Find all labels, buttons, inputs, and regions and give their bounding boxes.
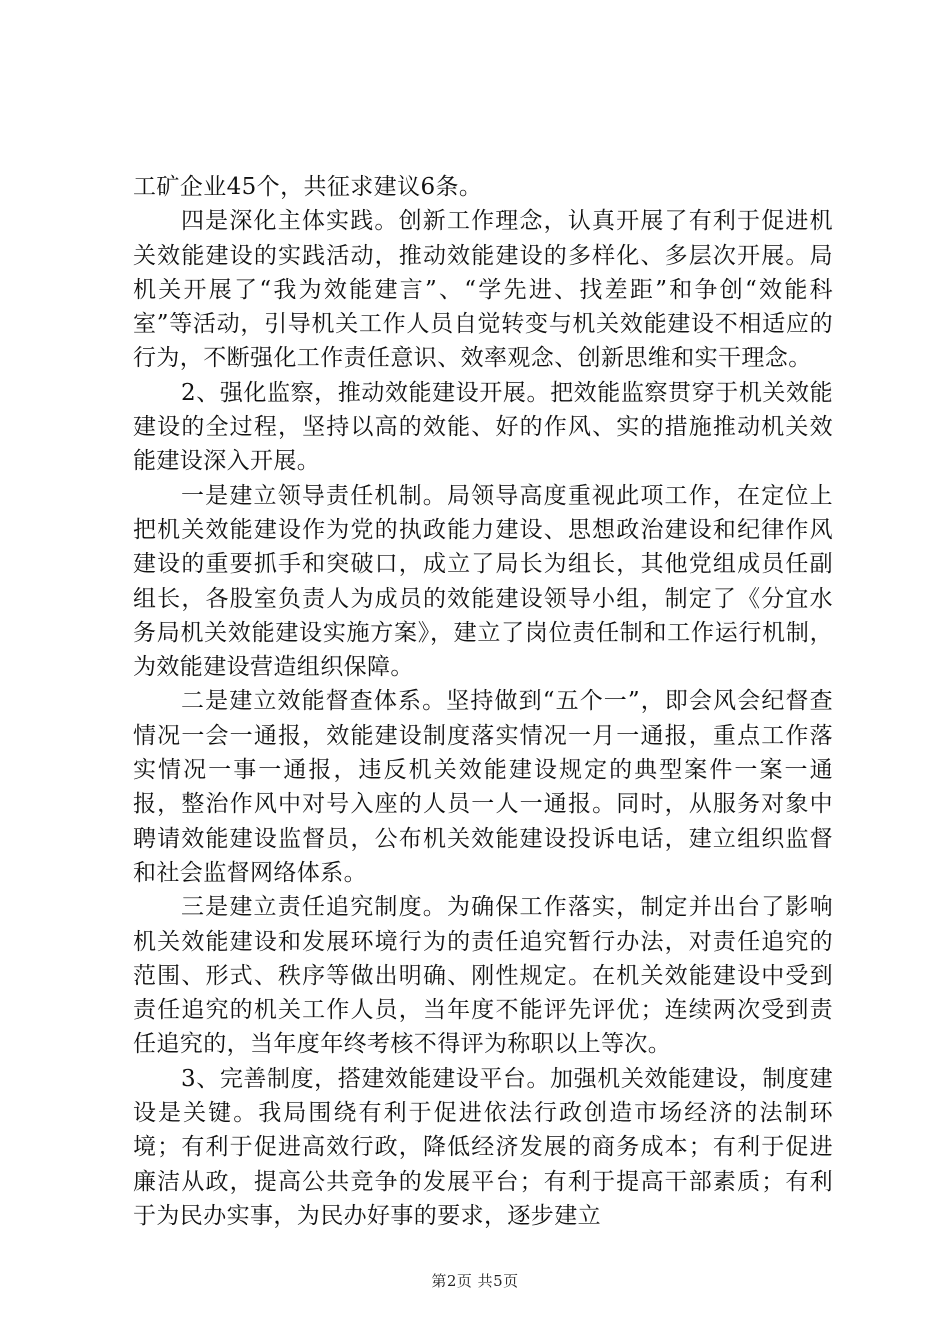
paragraph-improve-systems: 3、完善制度，搭建效能建设平台。加强机关效能建设，制度建设是关键。我局围绕有利于促进依法行政创造市场经济的法制环境；有利于促进高效行政，降低经济发展的商务成本；有利于促进廉洁从政，提高公共竞争的发展平台；有利于提高干部素质；有利于为民办实事，为民办好事的要求，逐步建立: [133, 1065, 833, 1229]
paragraph-efficiency-inspection: 二是建立效能督查体系。坚持做到“五个一”，即会风会纪督查情况一会一通报，效能建设制度落实情况一月一通报，重点工作落实情况一事一通报，违反机关效能建设规定的典型案件一案一通报，整治作风中对号入座的人员一人一通报。同时，从服务对象中聘请效能建设监督员，公布机关效能建设投诉电话，建立组织监督和社会监督网络体系。: [133, 688, 833, 886]
paragraph-continuation: 工矿企业45个，共征求建议6条。: [133, 174, 483, 200]
paragraph-strengthen-supervision: 2、强化监察，推动效能建设开展。把效能监察贯穿于机关效能建设的全过程，坚持以高的效能、好的作风、实的措施推动机关效能建设深入开展。: [133, 379, 833, 475]
page-footer: [0, 1270, 950, 1291]
page-number: 第2页 共5页: [431, 1272, 519, 1290]
paragraph-deepen-practice: 四是深化主体实践。创新工作理念，认真开展了有利于促进机关效能建设的实践活动，推动效能建设的多样化、多层次开展。局机关开展了“我为效能建言”、“学先进、找差距”和争创“效能科室”等活动，引导机关工作人员自觉转变与机关效能建设不相适应的行为，不断强化工作责任意识、效率观念、创新思维和实干理念。: [133, 208, 833, 372]
paragraph-accountability-system: 三是建立责任追究制度。为确保工作落实，制定并出台了影响机关效能建设和发展环境行为的责任追究暂行办法，对责任追究的范围、形式、秩序等做出明确、刚性规定。在机关效能建设中受到责任追究的机关工作人员，当年度不能评先评优；连续两次受到责任追究的，当年度年终考核不得评为称职以上等次。: [133, 894, 833, 1058]
paragraph-leadership-responsibility: 一是建立领导责任机制。局领导高度重视此项工作，在定位上把机关效能建设作为党的执政能力建设、思想政治建设和纪律作风建设的重要抓手和突破口，成立了局长为组长，其他党组成员任副组长，各股室负责人为成员的效能建设领导小组，制定了《分宜水务局机关效能建设实施方案》，建立了岗位责任制和工作运行机制，为效能建设营造组织保障。: [133, 482, 833, 681]
document-body: [133, 170, 833, 1233]
